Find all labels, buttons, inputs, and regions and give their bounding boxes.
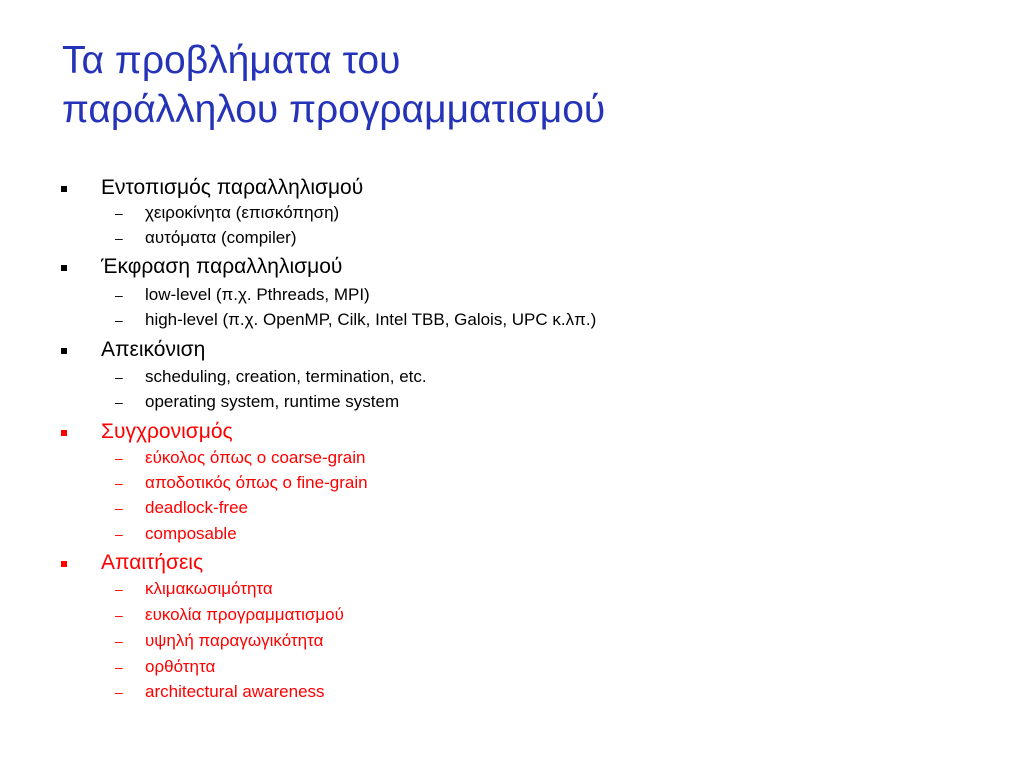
- sub-bullet-text: high-level (π.χ. OpenMP, Cilk, Intel TBB, Galois, UPC κ.λπ.): [145, 310, 597, 329]
- bullet-text: Εντοπισμός παραλληλισμού: [101, 176, 364, 199]
- dash-bullet-icon: –: [115, 659, 123, 675]
- dash-bullet-icon: –: [115, 500, 123, 516]
- sub-bullet-text: operating system, runtime system: [145, 392, 400, 411]
- sub-bullet-text: αποδοτικός όπως ο fine-grain: [145, 473, 368, 492]
- dash-bullet-icon: –: [115, 205, 123, 221]
- sub-bullet-text: ευκολία προγραμματισμού: [145, 605, 344, 624]
- bullet-text: Συγχρονισμός: [101, 420, 233, 443]
- dash-bullet-icon: –: [115, 684, 123, 700]
- dash-bullet-icon: –: [115, 450, 123, 466]
- dash-bullet-icon: –: [115, 287, 123, 303]
- dash-bullet-icon: –: [115, 394, 123, 410]
- sub-bullet-text: low-level (π.χ. Pthreads, MPI): [145, 285, 370, 304]
- bullet-text: Απαιτήσεις: [101, 551, 204, 574]
- slide-title-line-1: Τα προβλήματα του: [62, 39, 401, 82]
- dash-bullet-icon: –: [115, 526, 123, 542]
- bullet-text: Απεικόνιση: [101, 338, 206, 361]
- sub-bullet-text: architectural awareness: [145, 682, 325, 701]
- dash-bullet-icon: –: [115, 475, 123, 491]
- slide-title: [62, 36, 982, 134]
- dash-bullet-icon: –: [115, 369, 123, 385]
- bullet-text: Έκφραση παραλληλισμού: [101, 255, 343, 278]
- sub-bullet-text: ορθότητα: [145, 657, 216, 676]
- dash-bullet-icon: –: [115, 607, 123, 623]
- dash-bullet-icon: –: [115, 312, 123, 328]
- sub-bullet-text: υψηλή παραγωγικότητα: [145, 631, 324, 650]
- sub-bullet-text: κλιμακωσιμότητα: [145, 579, 273, 598]
- sub-bullet-text: εύκολος όπως ο coarse-grain: [145, 448, 366, 467]
- square-bullet-icon: [61, 265, 67, 271]
- dash-bullet-icon: –: [115, 633, 123, 649]
- sub-bullet-text: composable: [145, 524, 237, 543]
- sub-bullet-text: scheduling, creation, termination, etc.: [145, 367, 427, 386]
- square-bullet-icon: [61, 348, 67, 354]
- dash-bullet-icon: –: [115, 581, 123, 597]
- sub-bullet-text: χειροκίνητα (επισκόπηση): [145, 203, 340, 222]
- sub-bullet-text: deadlock-free: [145, 498, 249, 517]
- sub-bullet-text: αυτόματα (compiler): [145, 228, 297, 247]
- square-bullet-icon: [61, 561, 67, 567]
- slide-title-line-2: παράλληλου προγραμματισμού: [62, 88, 606, 131]
- square-bullet-icon: [61, 186, 67, 192]
- dash-bullet-icon: –: [115, 230, 123, 246]
- square-bullet-icon: [61, 430, 67, 436]
